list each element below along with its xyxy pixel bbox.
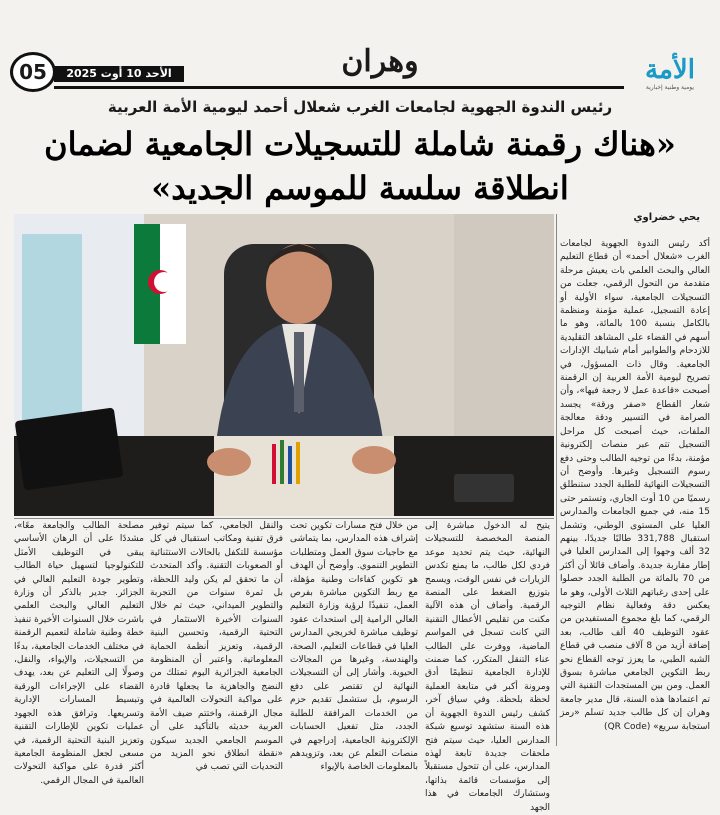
article-column-5: مصلحة الطالب والجامعة معًا»، مشددًا على أن الرهان الأساسي يبقى في التوظيف الأمثل للتكنولوجيا لتسهيل حياة الطالب وتطوير جودة التعليم العالي في الجزائر. جدير بالذكر أن وزارة التعليم العالي والبحث العلمي باشرت خلال السنوات الأخيرة تنفيذ خطة وطنية شاملة لتعميم الرقمنة في مختلف الخدمات الجامعية، بدءًا من التسجيلات، والإيواء، والنقل، وصولًا إلى التعليم عن بعد، يهدف القضاء على الإجراءات الورقية وتبسيط المسارات الإدارية وتسريعها. وترافق هذه الجهود عمليات تكوين للإطارات التقنية وتعزيز البنية التحتية الرقمية، في مسعى لجعل المنظومة الجامعية أكثر قدرة على مواكبة التحولات العالمية في المجال الرقمي. bbox=[14, 521, 144, 786]
article-column-1: أكد رئيس الندوة الجهوية لجامعات الغرب «شعلال أحمد» أن قطاع التعليم العالي والبحث العلمي بات يعيش مرحلة متقدمة من التحول الرقمي، جعلت من التسجيلات الجامعية، سواء الأولية أو إعادة التسجيل، عملية مؤمنة ومنظمة بالكامل بنسبة 100 بالمائة، وهو ما أسهم في القضاء على المشاهد التقليدية للازدحام والطوابير أمام شبابيك الإدارات الجامعية. وقال ذات المسؤول، في تصريح ليومية الأمة العربية إن الرقمنة أصبحت «قاعدة عمل لا رجعة فيها»، وأن شعار القطاع «صفر ورقة» يجسد الصرامة في التسيير ودقة معالجة الملفات، حيث أصبحت كل مراحل التسجيل تتم عبر منصات إلكترونية مؤمنة، بدءًا من توجيه الطالب وحتى دفع رسوم التسجيل وغيرها. وأوضح أن التسجيلات النهائية للطلبة الجدد ستنطلق رسميًا من 10 أوت الجاري، وتستمر حتى 15 منه، في جميع الجامعات والمدارس العليا على المستوى الوطني، وتشمل استقبال 331,788 طالبًا جديدًا، بينهم 32 ألف وجهوا إلى المدارس العليا في إطار مقاربة جديدة. وأضاف قائلا أن أكثر من 70 بالمائة من الطلبة الجدد حصلوا على إحدى رغباتهم الثلاث الأولى، وهو ما يعكس دقة وفعالية نظام التوجيه الرقمي، كما بلغ مجموع المستفيدين من عقود التوظيف 40 ألف طالب، بعد إضافة أزيد من 8 آلاف منصب في قطاع الشبه الطبي، ما يعزز توجه القطاع نحو ربط التكوين الجامعي مباشرة بسوق العمل. ومن بين المستجدات التقنية التي تم اعتمادها هذه السنة، قال مدير جامعة وهران إن كل طالب جديد تسلم «رمز استجابة سريع» (QR Code) bbox=[560, 239, 711, 732]
issue-date: الأحد 10 أوت 2025 bbox=[54, 66, 184, 82]
newspaper-logo bbox=[630, 56, 710, 90]
section-title: وهران bbox=[341, 44, 419, 79]
article-photo bbox=[14, 214, 554, 516]
page-number: 05 bbox=[10, 52, 56, 92]
article-author: يحي خضراوي bbox=[633, 212, 700, 223]
section-divider bbox=[54, 86, 624, 89]
article-headline: «هناك رقمنة شاملة للتسجيلات الجامعية لضمان انطلاقة سلسة للموسم الجديد» bbox=[44, 125, 676, 207]
portrait-illustration bbox=[14, 214, 554, 516]
article-column-3: من خلال فتح مسارات تكوين تحت إشراف هذه المدارس، بما يتماشى مع حاجيات سوق العمل ومتطلبات التطوير التنموي. وأوضح أن الهدف هو تكوين كفاءات وطنية مؤهلة، مع ربط التكوين مباشرة بفرص العمل، تنفيذًا لرؤية وزارة التعليم العالي الرامية إلى استحداث عقود توظيف مباشرة لخريجي المدارس العليا في قطاعات التعليم، الصحة، والهندسة، وغيرها من المجالات الحيوية. وأشار إلى أن التسجيلات النهائية لن تقتصر على دفع الرسوم، بل ستشمل تقديم حزم من الخدمات المرافقة للطلبة الجدد، مثل تفعيل الحسابات الإلكترونية الجامعية، إدراجهم في منصات التعلم عن بعد، وتزويدهم بالمعلومات الخاصة بالإيواء bbox=[290, 521, 418, 773]
photo-rule bbox=[14, 518, 554, 519]
page-header bbox=[0, 0, 720, 96]
article-kicker: رئيس الندوة الجهوية لجامعات الغرب شعلال أحمد ليومية الأمة العربية bbox=[107, 98, 613, 116]
logo-text: الأمة bbox=[645, 55, 695, 85]
article-column-2: يتيح له الدخول مباشرة إلى المنصة المخصصة للتسجيلات النهائية، حيث يتم تحديد موعد فردي لكل طالب، ما يمنع تكدس الزيارات في نفس الوقت، ويسمح بتوزيع الضغط على المنصة الرقمية. وأضاف أن هذه الآلية مكنت من تقليص الأعطال التقنية التي كانت تسجل في المواسم الماضية، ووفرت على الطالب عناء التنقل المتكرر، كما ضمنت للإدارة الجامعية تنظيمًا أدق ومرونة أكبر في متابعة العملية لحظة بلحظة. وفي سياق آخر، كشف رئيس الندوة الجهوية أن هذه السنة ستشهد توسيع شبكة المدارس العليا، حيث سيتم فتح ملحقات جديدة تابعة لهذه المدارس، على أن تتحول مستقبلاً إلى مؤسسات قائمة بذاتها، وستشارك الجامعات في هذا الجهد bbox=[425, 521, 550, 813]
column-rule bbox=[556, 214, 557, 746]
article-column-4: والنقل الجامعي، كما سيتم توفير فرق تقنية ومكاتب استقبال في كل مؤسسة للتكفل بالحالات الاستثنائية أو الصعوبات التقنية. وأكد المتحدث أن ما تحقق لم يكن وليد اللحظة، بل ثمرة سنوات من التجربة والتطوير الميداني، حيث تم خلال السنوات الأخيرة الاستثمار في التحتية الرقمية، وتحسين البنية الرقمية، وتعزيز أنظمة الحماية المعلوماتية. واعتبر أن المنظومة الجامعية الجزائرية اليوم تمتلك من النضج والجاهزية ما يجعلها قادرة على مواكبة التحولات العالمية في مجال الرقمنة، واختتم ضيف الأمة العربية حديثه بالتأكيد على أن الموسم الجامعي الجديد سيكون «نقطة انطلاق نحو المزيد من التحديات التي تصب في bbox=[150, 521, 283, 773]
logo-subtitle: يومية وطنية إخبارية bbox=[645, 84, 695, 91]
